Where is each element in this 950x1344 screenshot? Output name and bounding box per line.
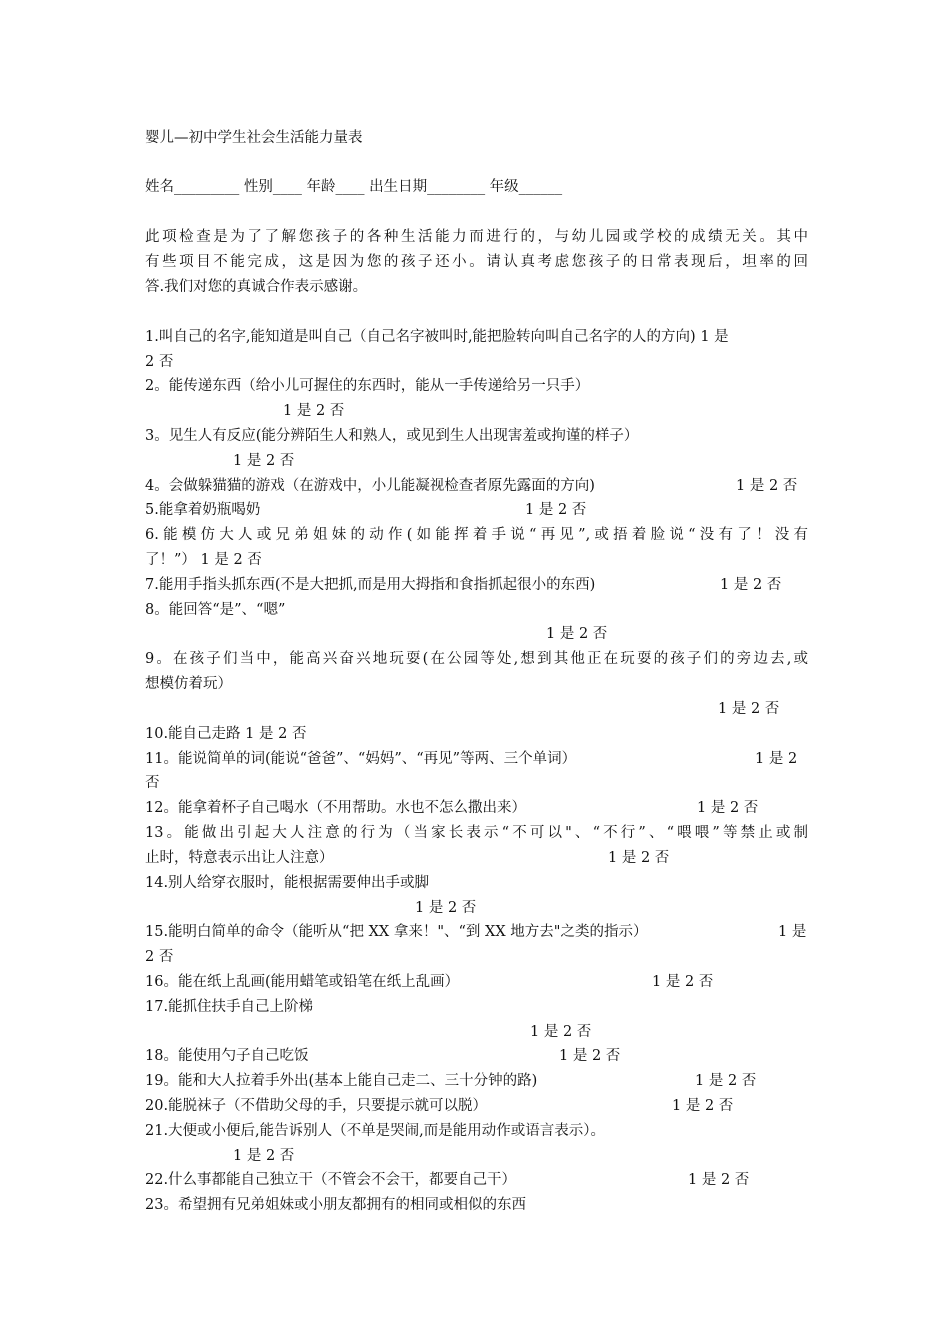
item-12-answer: 1 是 2 否 (697, 800, 759, 816)
item-3-text: 3。见生人有反应(能分辨陌生人和熟人，或见到生人出现害羞或拘谨的样子） (145, 428, 639, 444)
item-11-answer: 1 是 2 (755, 751, 798, 767)
item-17-answer: 1 是 2 否 (530, 1024, 592, 1040)
page-title: 婴儿—初中学生社会生活能力量表 (145, 130, 363, 146)
item-11-text: 11。能说简单的词(能说“爸爸”、“妈妈”、“再见”等两、三个单词） (145, 751, 577, 767)
item-9-answer: 1 是 2 否 (718, 701, 780, 717)
item-14-answer: 1 是 2 否 (415, 900, 477, 916)
item-8-text: 8。能回答“是”、“嗯” (145, 602, 286, 618)
item-13-text: 13。能做出引起大人注意的行为（当家长表示“不可以"、“不行”、“喂喂”等禁止或制 (145, 825, 808, 841)
item-16-answer: 1 是 2 否 (652, 974, 714, 990)
item-22-answer: 1 是 2 否 (688, 1172, 750, 1188)
item-22-text: 22.什么事都能自己独立干（不管会不会干，都要自己干） (145, 1172, 517, 1188)
item-16-text: 16。能在纸上乱画(能用蜡笔或铅笔在纸上乱画） (145, 974, 460, 990)
item-19-text: 19。能和大人拉着手外出(基本上能自己走二、三十分钟的路) (145, 1073, 538, 1089)
item-7-answer: 1 是 2 否 (720, 577, 782, 593)
item-3-answer: 1 是 2 否 (233, 453, 295, 469)
item-13-answer: 1 是 2 否 (608, 850, 670, 866)
item-2-answer: 1 是 2 否 (283, 403, 345, 419)
item-18-answer: 1 是 2 否 (559, 1048, 621, 1064)
item-6-text-cont: 了！”） 1 是 2 否 (145, 552, 262, 568)
item-1-text-cont: 2 否 (145, 354, 174, 370)
item-19-answer: 1 是 2 否 (695, 1073, 757, 1089)
info-line: 姓名_________ 性别____ 年龄____ 出生日期________ 年级______ (145, 179, 563, 195)
item-9-text-cont: 想模仿着玩） (145, 676, 232, 692)
item-13-text-cont: 止时，特意表示出让人注意） (145, 850, 334, 866)
item-4-text: 4。会做躲猫猫的游戏（在游戏中，小儿能凝视检查者原先露面的方向) (145, 478, 595, 494)
item-20-text: 20.能脱袜子（不借助父母的手，只要提示就可以脱） (145, 1098, 488, 1114)
item-15-text-cont: 2 否 (145, 949, 174, 965)
item-2-text: 2。能传递东西（给小儿可握住的东西时，能从一手传递给另一只手） (145, 378, 590, 394)
item-15-answer: 1 是 (778, 924, 807, 940)
item-7-text: 7.能用手指头抓东西(不是大把抓,而是用大拇指和食指抓起很小的东西) (145, 577, 596, 593)
item-9-text: 9。在孩子们当中，能高兴奋兴地玩耍(在公园等处,想到其他正在玩耍的孩子们的旁边去,或 (145, 651, 808, 667)
intro-line-1: 此项检查是为了了解您孩子的各种生活能力而进行的，与幼儿园或学校的成绩无关。其中 (145, 229, 808, 245)
item-21-text: 21.大便或小便后,能告诉别人（不单是哭闹,而是能用动作或语言表示）。 (145, 1123, 606, 1139)
item-17-text: 17.能抓住扶手自己上阶梯 (145, 999, 314, 1015)
intro-line-3: 答.我们对您的真诚合作表示感谢。 (145, 279, 368, 295)
item-5-answer: 1 是 2 否 (525, 502, 587, 518)
item-11-text-cont: 否 (145, 775, 160, 791)
item-4-answer: 1 是 2 否 (736, 478, 798, 494)
item-15-text: 15.能明白简单的命令（能听从“把 XX 拿来！"、“到 XX 地方去"之类的指示） (145, 924, 648, 940)
item-5-text: 5.能拿着奶瓶喝奶 (145, 502, 261, 518)
item-12-text: 12。能拿着杯子自己喝水（不用帮助。水也不怎么撒出来） (145, 800, 526, 816)
item-6-text: 6.能模仿大人或兄弟姐妹的动作(如能挥着手说“再见”,或捂着脸说“没有了！没有 (145, 527, 808, 543)
item-14-text: 14.别人给穿衣服时，能根据需要伸出手或脚 (145, 875, 430, 891)
item-8-answer: 1 是 2 否 (546, 626, 608, 642)
item-23-text: 23。希望拥有兄弟姐妹或小朋友都拥有的相同或相似的东西 (145, 1197, 526, 1213)
item-20-answer: 1 是 2 否 (672, 1098, 734, 1114)
intro-line-2: 有些项目不能完成，这是因为您的孩子还小。请认真考虑您孩子的日常表现后，坦率的回 (145, 254, 808, 270)
item-18-text: 18。能使用勺子自己吃饭 (145, 1048, 309, 1064)
item-1-text: 1.叫自己的名字,能知道是叫自己（自己名字被叫时,能把脸转向叫自己名字的人的方向) 1 是 (145, 329, 729, 345)
item-10-text: 10.能自己走路 1 是 2 否 (145, 726, 307, 742)
item-21-answer: 1 是 2 否 (233, 1148, 295, 1164)
